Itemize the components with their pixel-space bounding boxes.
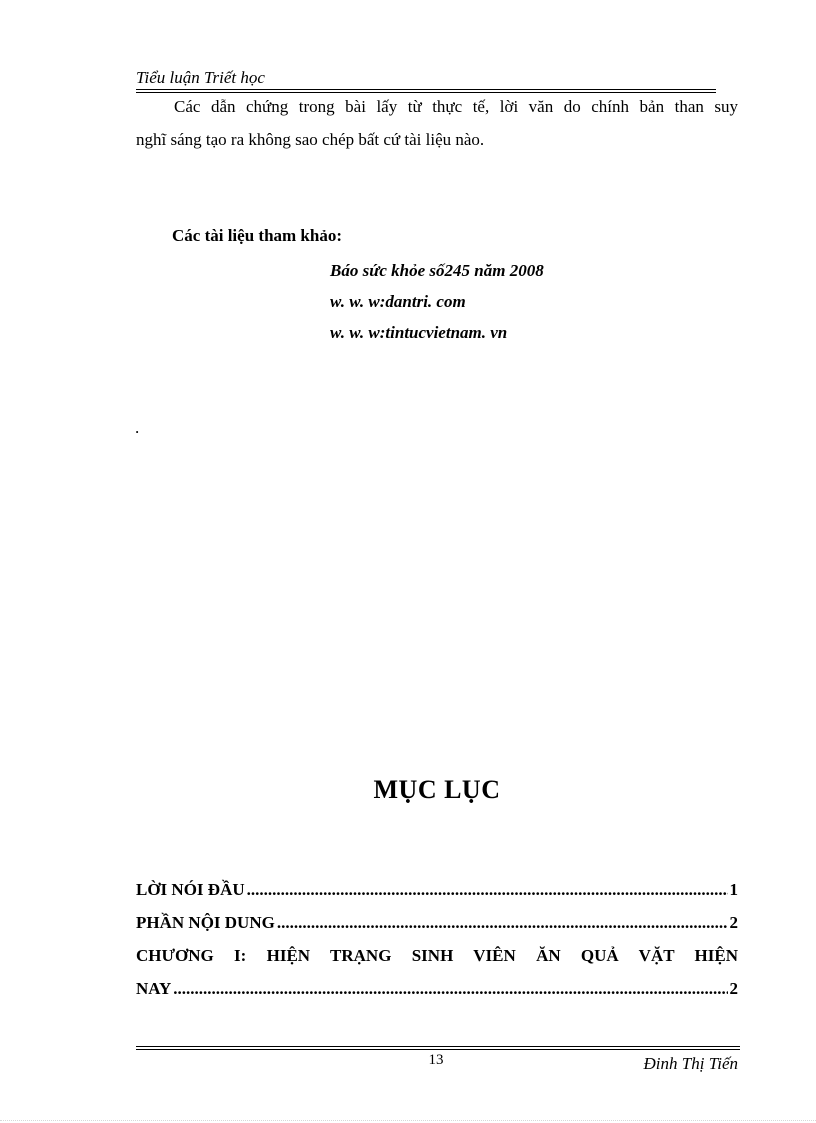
toc-entry[interactable]: [136, 979, 738, 1012]
toc-entry-label: NAY: [136, 979, 172, 998]
paragraph-line: Các dẫn chứng trong bài lấy từ thực tế, lời văn do chính bản than suy: [174, 97, 738, 116]
reference-item: Báo sức khỏe số245 năm 2008: [330, 261, 544, 280]
toc-entry[interactable]: [136, 880, 738, 913]
page-edge: [0, 1120, 816, 1122]
stray-dot: .: [135, 418, 140, 437]
page-number: 13: [428, 1052, 444, 1068]
footer-author: Đinh Thị Tiến: [643, 1054, 738, 1073]
toc-leader: [277, 913, 728, 933]
toc-entry-label: LỜI NÓI ĐẦU: [136, 880, 245, 899]
toc-entry-page: 2: [729, 979, 738, 998]
body-paragraph: [136, 90, 738, 156]
toc-entry-label: PHẦN NỘI DUNG: [136, 913, 275, 932]
reference-item: w. w. w:dantri. com: [330, 292, 466, 311]
table-of-contents: [136, 880, 738, 1012]
toc-entry-page: 1: [729, 880, 738, 899]
reference-item: w. w. w:tintucvietnam. vn: [330, 323, 508, 342]
toc-title: MỤC LỤC: [373, 775, 501, 804]
footer-divider: [136, 1046, 740, 1050]
header-title: Tiểu luận Triết học: [136, 68, 265, 87]
references-list: [330, 255, 544, 348]
toc-entry[interactable]: [136, 913, 738, 946]
toc-leader: [173, 979, 727, 999]
toc-entry-page: 2: [729, 913, 738, 932]
references-heading: Các tài liệu tham khảo:: [172, 226, 342, 245]
toc-entry-first-line[interactable]: CHƯƠNG I: HIỆN TRẠNG SINH VIÊN ĂN QUẢ VẶT HIỆN: [136, 946, 738, 965]
toc-leader: [247, 880, 728, 900]
paragraph-line: nghĩ sáng tạo ra không sao chép bất cứ tài liệu nào.: [136, 130, 485, 149]
